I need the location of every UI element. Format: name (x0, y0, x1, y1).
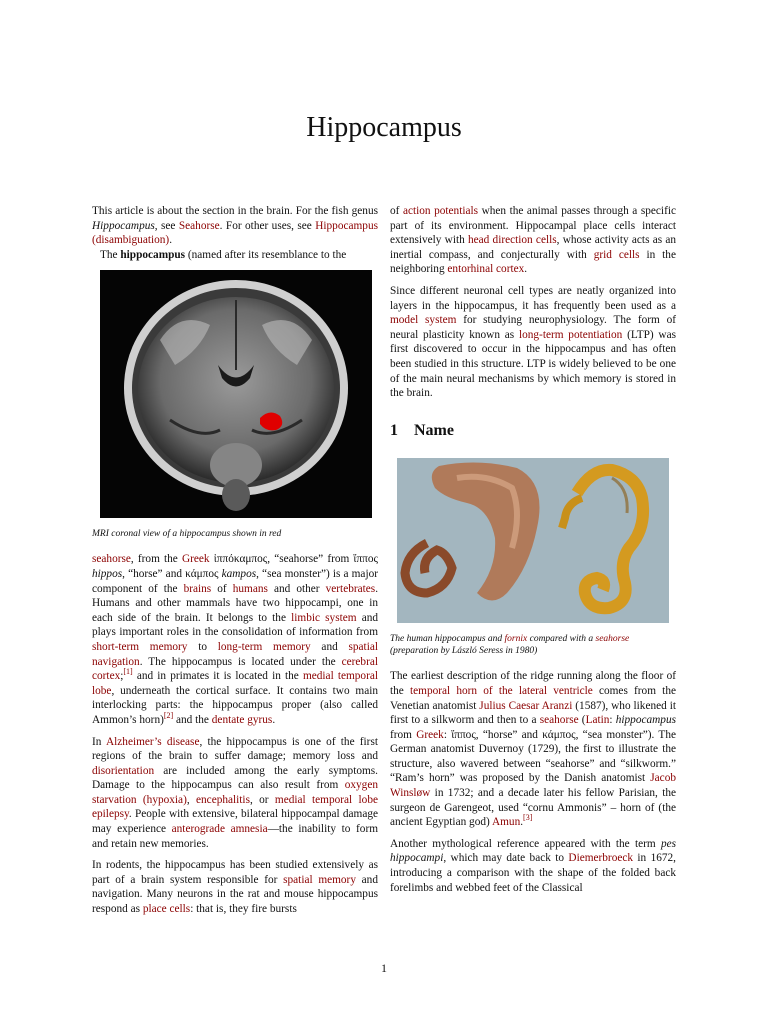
link[interactable]: short-term memory (92, 640, 188, 653)
link[interactable]: place cells (142, 903, 191, 916)
right-column (390, 204, 676, 902)
link[interactable]: brains (183, 582, 212, 595)
link[interactable]: medial temporal lobe epilepsy (92, 793, 378, 821)
link[interactable]: medial temporal lobe (92, 670, 378, 697)
link[interactable]: spatial memory (283, 873, 356, 886)
link[interactable]: humans (232, 582, 268, 595)
reference-link[interactable]: [1] (123, 667, 133, 677)
mri-image (100, 270, 372, 518)
paragraph: of action potentials when the animal passes through a specific part of its environment. Hippocampal place cells interact extensively with head direction cells, whose activity acts as an inertial compass, and conjecturally with grid cells in the neighboring entorhinal cortex. (390, 205, 676, 276)
link[interactable]: disorientation (92, 764, 155, 777)
page-title: Hippocampus (306, 112, 462, 143)
section-number: 1 (390, 421, 398, 439)
mri-caption: MRI coronal view of a hippocampus shown in red (92, 529, 282, 540)
reference-link[interactable]: [3] (523, 813, 533, 823)
link[interactable]: long-term potentiation (518, 328, 623, 341)
link[interactable]: Diemerbroeck (568, 852, 634, 865)
link[interactable]: Alzheimer’s disease (106, 735, 200, 748)
section-title: Name (414, 421, 454, 439)
photo-caption: The human hippocampus and fornix compared with a seahorse (preparation by László Seress in 1980) (390, 634, 630, 657)
paragraph: In rodents, the hippocampus has been studied extensively as part of a brain system responsible for spatial memory and navigation. Many neurons in the rat and mouse hippocampus respond as place cells: that is, they fire bursts (92, 859, 378, 916)
link[interactable]: cerebral cortex (92, 655, 378, 683)
link[interactable]: Greek (416, 728, 444, 741)
link[interactable]: limbic system (291, 611, 357, 624)
paragraph: The earliest description of the ridge running along the floor of the temporal horn of the lateral ventricle comes from the Venetian anatomist Julius Caesar Aranzi (1587), who likened it first to a silkworm and then to a seahorse (Latin: hippocampus from Greek: ἵππος, “horse” and κάμπος, “sea monster”). The German anatomist Duvernoy (1729), the first to illustrate the structure, also wavered between “seahorse” and “silkworm.” “Ram’s horn” was proposed by the Danish anatomist Jacob Winsløw in 1732; and a decade later his fellow Parisian, the surgeon de Garengeot, used “cornu Ammonis” – horn of (the ancient Egyptian god) Amun.[3] (390, 670, 676, 829)
link[interactable]: seahorse (595, 634, 630, 645)
link[interactable]: seahorse (92, 553, 131, 566)
paragraph: In Alzheimer’s disease, the hippocampus is one of the first regions of the brain to suffer damage; memory loss and disorientation are included among the early symptoms. Damage to the hippocampus can also result from oxygen starvation (hypoxia), encephalitis, or medial temporal lobe epilepsy. People with extensive, bilateral hippocampal damage may experience anterograde amnesia—the inability to form and retain new memories. (92, 735, 379, 850)
link[interactable]: action potentials (402, 205, 479, 217)
section-heading (390, 421, 676, 439)
link[interactable]: model system (390, 314, 457, 327)
link[interactable]: entorhinal cortex (447, 263, 525, 276)
seahorse-link[interactable]: Seahorse (178, 219, 220, 232)
link[interactable]: spatial navigation (92, 640, 378, 668)
disambiguation-link[interactable]: Hippocampus (disambiguation) (92, 219, 378, 247)
paragraph: Another mythological reference appeared with the term pes hippocampi, which may date back to Diemerbroeck in 1672, introducing a comparison with the shape of the folded back forelimbs and webbed feet of the Classical (390, 837, 676, 894)
link[interactable]: temporal horn of the lateral ventricle (410, 684, 593, 697)
reference-link[interactable]: [2] (163, 711, 174, 721)
hippocampus-seahorse-photo (397, 458, 669, 623)
link[interactable]: seahorse (539, 714, 579, 727)
link[interactable]: Julius Caesar Aranzi (479, 699, 573, 712)
link[interactable]: encephalitis (196, 793, 250, 806)
link[interactable]: grid cells (593, 248, 640, 261)
link[interactable]: Jacob Winsløw (390, 772, 676, 800)
link[interactable]: Greek (181, 553, 210, 566)
link[interactable]: long-term memory (217, 640, 311, 653)
link[interactable]: vertebrates (325, 582, 376, 595)
link[interactable]: fornix (504, 634, 528, 645)
page-number: 1 (381, 961, 387, 975)
paragraph: Since different neuronal cell types are neatly organized into layers in the hippocampus, it has frequently been used as a model system for studying neurophysiology. The form of neural plasticity known as long-term potentiation (LTP) was first discovered to occur in the hippocampus and has often been studied in this structure. LTP is widely believed to be one of the main neural mechanisms by which memory is stored in the brain. (390, 284, 676, 400)
link[interactable]: dentate gyrus (211, 713, 273, 726)
left-column (92, 204, 378, 924)
link[interactable]: head direction cells (468, 234, 557, 247)
link[interactable]: Amun (491, 816, 521, 829)
link[interactable]: anterograde amnesia (171, 823, 268, 836)
hatnote: This article is about the section in the brain. For the fish genus Hippocampus, see Seahorse. For other uses, see Hippocampus (disambiguation). The hippocampus (named after its resemblance to the (92, 205, 378, 261)
link[interactable]: oxygen starvation (hypoxia) (92, 779, 378, 806)
paragraph: seahorse, from the Greek ἱππόκαμπος, “seahorse” from ἵππος hippos, “horse” and κάμπος kampos, “sea monster”) is a major component of the brains of humans and other vertebrates. Humans and other mammals have two hippocampi, one in each side of the brain. It belongs to the limbic system and plays important roles in the consolidation of information from short-term memory to long-term memory and spatial navigation. The hippocampus is located under the cerebral cortex;[1] and in primates it is located in the medial temporal lobe, underneath the cortical surface. It contains two main interlocking parts: the hippocampus proper (also called Ammon’s horn)[2] and the dentate gyrus. (92, 553, 379, 726)
link[interactable]: Latin (585, 714, 610, 727)
